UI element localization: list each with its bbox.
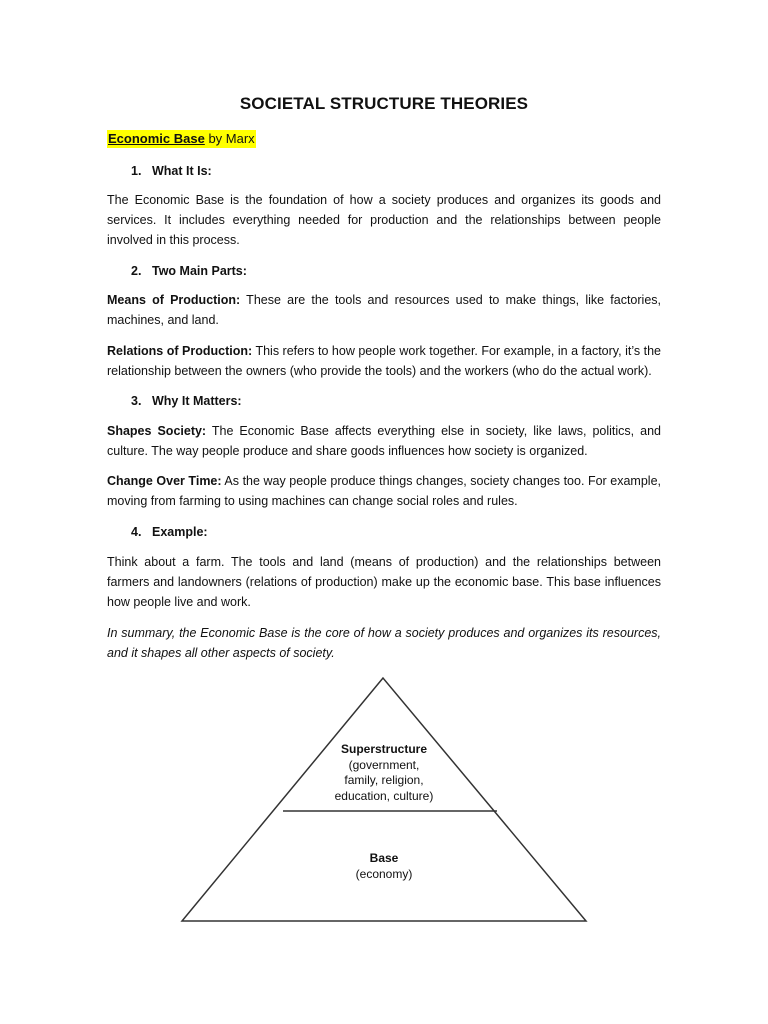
heading-why-it-matters — [131, 392, 242, 410]
heading-number: 1. — [131, 164, 142, 178]
term-shapes-society: Shapes Society: — [107, 424, 207, 438]
superstructure-line: education, culture) — [334, 789, 434, 803]
paragraph-summary: In summary, the Economic Base is the core of how a society produces and organizes its resources, and it shapes all other aspects of society. — [107, 626, 661, 660]
heading-what-it-is — [131, 162, 212, 180]
base-superstructure-pyramid — [170, 670, 600, 930]
heading-text: What It Is: — [152, 164, 212, 178]
paragraph-means-of-production — [107, 290, 661, 330]
heading-text: Why It Matters: — [152, 394, 242, 408]
superstructure-line: (government, — [348, 758, 420, 772]
section-heading-bold: Economic Base — [108, 131, 205, 146]
section-heading-suffix: by Marx — [204, 131, 255, 146]
paragraph-shapes-society — [107, 421, 661, 461]
term-relations-of-production: Relations of Production: — [107, 344, 253, 358]
heading-example — [131, 523, 208, 541]
base-line: (economy) — [355, 867, 413, 881]
paragraph-relations-of-production — [107, 341, 661, 381]
paragraph-example: Think about a farm. The tools and land (means of production) and the relationships between farmers and landowners (relations of production) make up the economic base. This base influences how people live and work. — [107, 555, 661, 609]
definition-change-over-time: As the way people produce things changes, society changes too. For example, moving from farming to using machines can change social roles and rules. — [107, 474, 661, 508]
page-title: SOCIETAL STRUCTURE THEORIES — [239, 94, 529, 113]
heading-number: 3. — [131, 394, 142, 408]
base-title: Base — [369, 851, 399, 865]
paragraph-what-it-is: The Economic Base is the foundation of how a society produces and organizes its goods and services. It includes everything needed for production and the relationships between people involved in this process. — [107, 193, 661, 247]
paragraph-change-over-time — [107, 471, 661, 511]
heading-two-main-parts — [131, 262, 247, 280]
section-heading-economic-base — [107, 130, 256, 148]
definition-means-of-production: These are the tools and resources used to make things, like factories, machines, and land. — [107, 293, 662, 327]
definition-shapes-society: The Economic Base affects everything else in society, like laws, politics, and culture. The way people produce and share goods influences how society is organized. — [107, 424, 661, 458]
term-change-over-time: Change Over Time: — [107, 474, 222, 488]
heading-text: Two Main Parts: — [152, 264, 247, 278]
heading-number: 2. — [131, 264, 142, 278]
superstructure-line: family, religion, — [344, 773, 424, 787]
pyramid-svg — [170, 670, 600, 930]
term-means-of-production: Means of Production: — [107, 293, 241, 307]
superstructure-title: Superstructure — [340, 742, 428, 756]
definition-relations-of-production: This refers to how people work together. For example, in a factory, it’s the relationship between the owners (who provide the tools) and the workers (who do the actual work). — [107, 344, 661, 378]
heading-number: 4. — [131, 525, 142, 539]
heading-text: Example: — [152, 525, 208, 539]
